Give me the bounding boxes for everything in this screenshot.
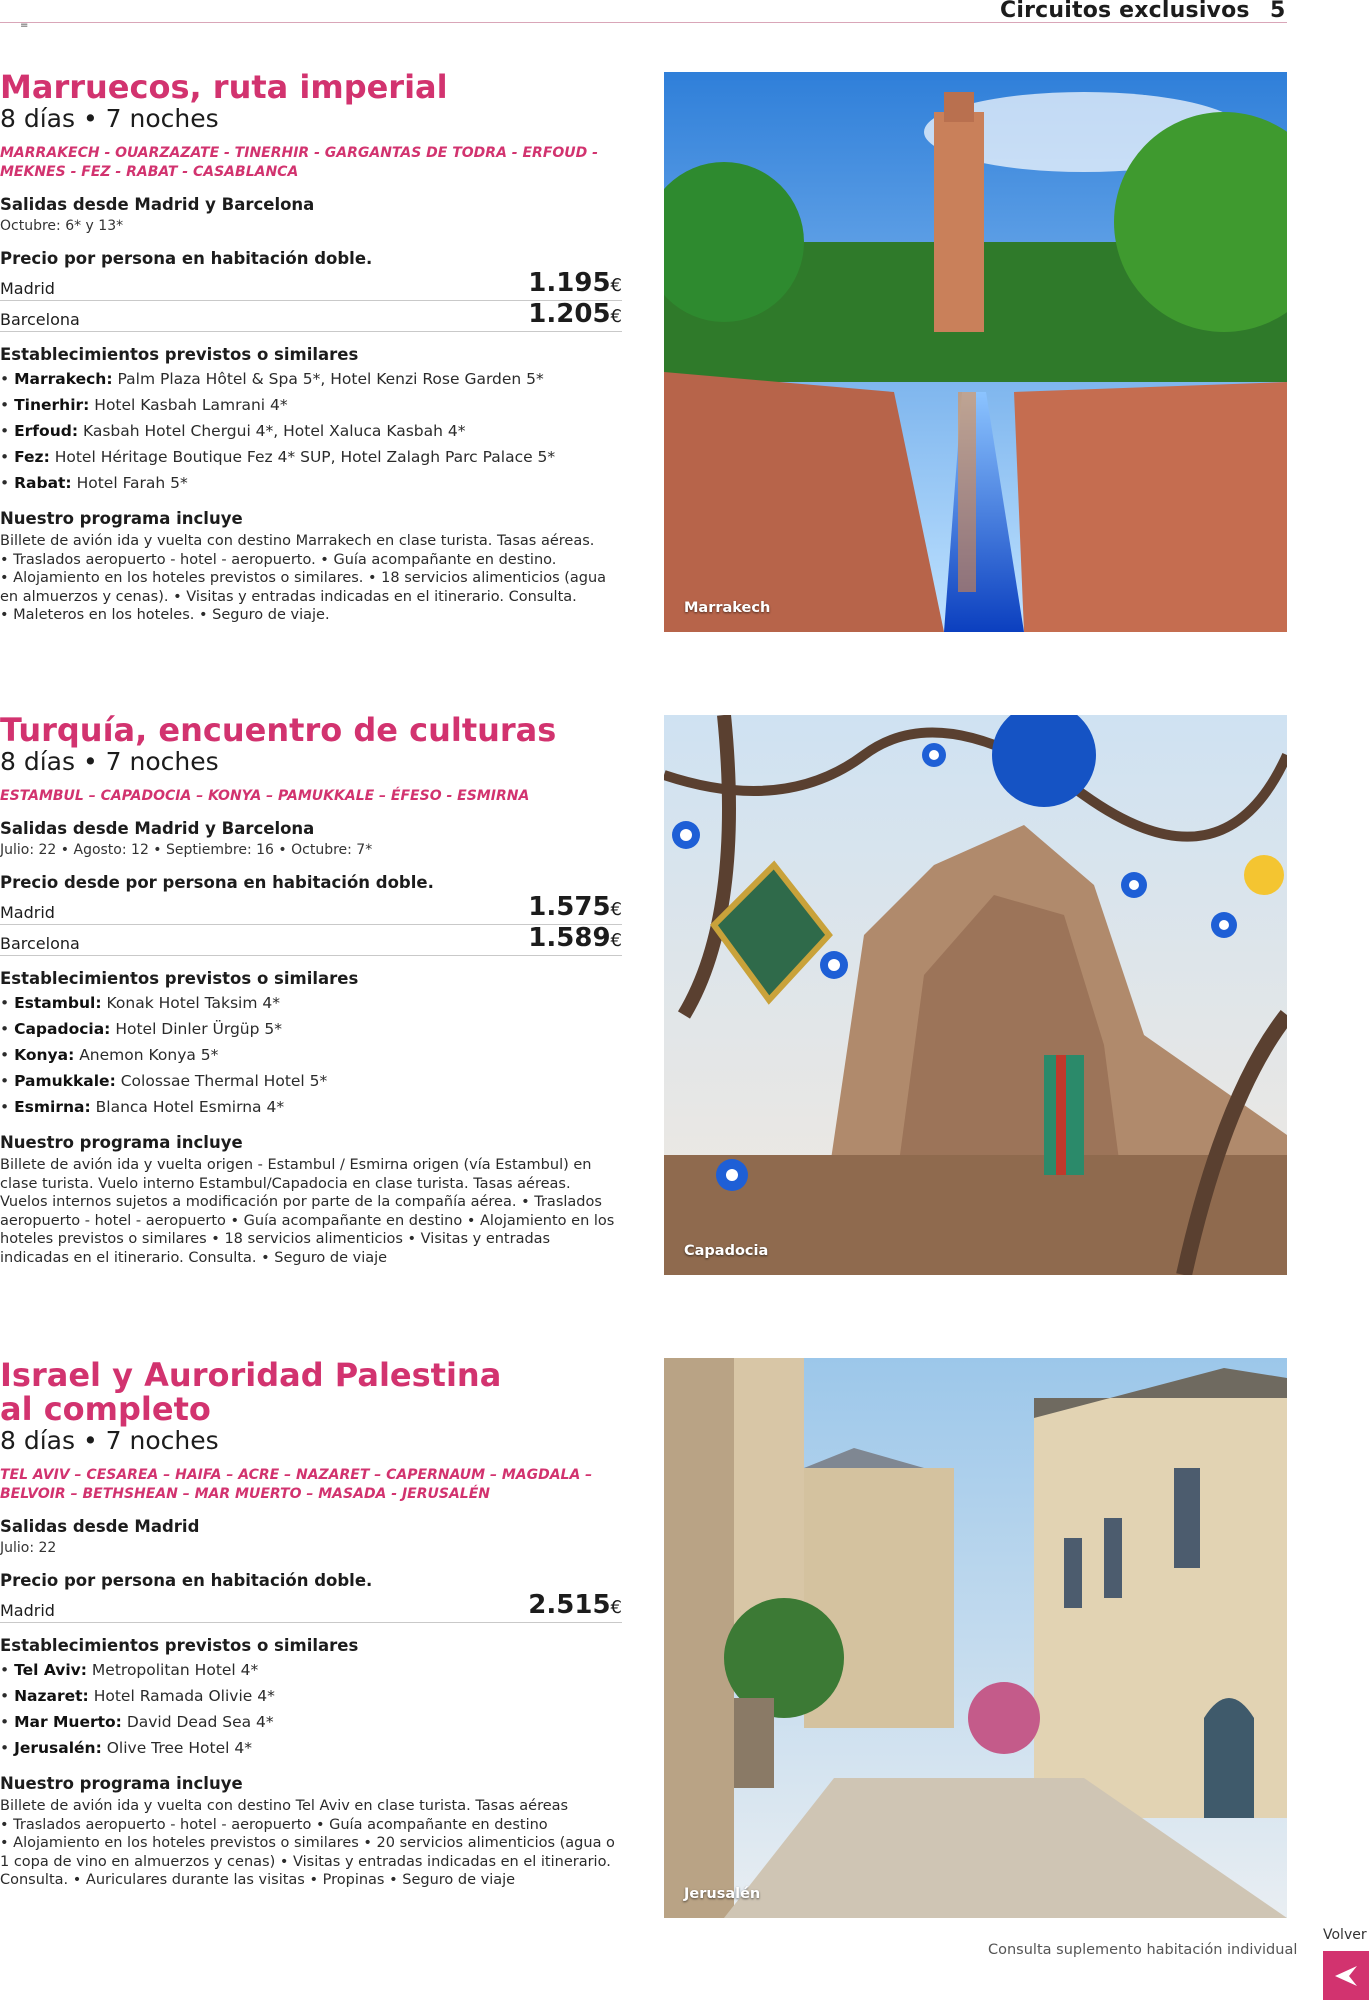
price-city: Madrid — [0, 279, 55, 298]
hotel-item: • Rabat: Hotel Farah 5* — [0, 474, 188, 492]
hotel-item: • Pamukkale: Colossae Thermal Hotel 5* — [0, 1072, 328, 1090]
photo-caption: Capadocia — [684, 1243, 769, 1259]
marrakech-photo-illustration — [664, 72, 1287, 632]
includes-text: Billete de avión ida y vuelta con destino Tel Aviv en clase turista. Tasas aéreas • Traslados aeropuerto - hotel - aeropuerto • Guía acompañante en destino • Alojamiento en los hoteles previstos o similares • 20 servicios alimenticios (agua o 1 copa de vino en almuerzos y cenas) • Visitas y entradas indicadas en el itinerario. Consulta. • Auriculares durante las visitas • Propinas • Seguro de viaje — [0, 1798, 615, 1888]
trip-duration: 8 días • 7 noches — [0, 104, 219, 133]
hotels-heading: Establecimientos previstos o similares — [0, 1636, 359, 1655]
price-amount: 1.589€ — [528, 923, 622, 953]
departures-dates: Julio: 22 • Agosto: 12 • Septiembre: 16 • Octubre: 7* — [0, 842, 373, 858]
price-heading: Precio desde por persona en habitación doble. — [0, 873, 434, 892]
includes-heading: Nuestro programa incluye — [0, 1133, 243, 1152]
trip-route: TEL AVIV – CESAREA – HAIFA – ACRE – NAZARET – CAPERNAUM – MAGDALA – BELVOIR – BETHSHEAN – MAR MUERTO – MASADA - JERUSALÉN — [0, 1467, 593, 1502]
hotels-heading: Establecimientos previstos o similares — [0, 345, 359, 364]
hotel-item: • Estambul: Konak Hotel Taksim 4* — [0, 994, 280, 1012]
hotel-item: • Konya: Anemon Konya 5* — [0, 1046, 219, 1064]
price-amount: 2.515€ — [528, 1590, 622, 1620]
hotel-item: • Marrakech: Palm Plaza Hôtel & Spa 5*, Hotel Kenzi Rose Garden 5* — [0, 370, 544, 388]
hotel-item: • Tel Aviv: Metropolitan Hotel 4* — [0, 1661, 259, 1679]
page-number: 5 — [1270, 0, 1286, 23]
back-arrow-icon — [1333, 1963, 1359, 1989]
departures-dates: Julio: 22 — [0, 1540, 57, 1556]
photo-caption: Jerusalén — [684, 1886, 761, 1902]
includes-heading: Nuestro programa incluye — [0, 509, 243, 528]
trip-duration: 8 días • 7 noches — [0, 1426, 219, 1455]
hotel-item: • Fez: Hotel Héritage Boutique Fez 4* SUP, Hotel Zalagh Parc Palace 5* — [0, 448, 556, 466]
price-row — [0, 925, 622, 956]
includes-text: Billete de avión ida y vuelta origen - Estambul / Esmirna origen (vía Estambul) en clase turista. Vuelo interno Estambul/Capadocia en clase turista. Tasas aéreas. Vuelos internos sujetos a modificación por parte de la compañía aérea. • Traslados aeropuerto - hotel - aeropuerto • Guía acompañante en destino • Alojamiento en los hoteles previstos o similares • 18 servicios alimenticios • Visitas y entradas indicadas en el itinerario. Consulta. • Seguro de viaje — [0, 1157, 615, 1266]
price-row — [0, 1592, 622, 1623]
price-city: Barcelona — [0, 310, 80, 329]
includes-heading: Nuestro programa incluye — [0, 1774, 243, 1793]
price-heading: Precio por persona en habitación doble. — [0, 1571, 373, 1590]
price-city: Madrid — [0, 903, 55, 922]
price-amount: 1.575€ — [528, 892, 622, 922]
hotel-item: • Capadocia: Hotel Dinler Ürgüp 5* — [0, 1020, 282, 1038]
jerusalen-photo-illustration — [664, 1358, 1287, 1918]
trip-title: Israel y Auroridad Palestina al completo — [0, 1356, 502, 1428]
price-amount: 1.195€ — [528, 268, 622, 298]
photo-caption: Marrakech — [684, 600, 771, 616]
price-heading: Precio por persona en habitación doble. — [0, 249, 373, 268]
capadocia-photo-illustration — [664, 715, 1287, 1275]
hotel-item: • Esmirna: Blanca Hotel Esmirna 4* — [0, 1098, 285, 1116]
hotels-heading: Establecimientos previstos o similares — [0, 969, 359, 988]
back-label[interactable]: Volver — [1323, 1927, 1367, 1943]
departures-heading: Salidas desde Madrid — [0, 1517, 200, 1536]
trip-duration: 8 días • 7 noches — [0, 747, 219, 776]
photo-capadocia — [664, 715, 1287, 1275]
includes-text: Billete de avión ida y vuelta con destino Marrakech en clase turista. Tasas aéreas. • Traslados aeropuerto - hotel - aeropuerto. • Guía acompañante en destino. • Alojamiento en los hoteles previstos o similares. • 18 servicios alimenticios (agua en almuerzos y cenas). • Visitas y entradas indicadas en el itinerario. Consulta. • Maleteros en los hoteles. • Seguro de viaje. — [0, 533, 607, 623]
page-header-title: Circuitos exclusivos — [1000, 0, 1250, 23]
hotel-item: • Nazaret: Hotel Ramada Olivie 4* — [0, 1687, 275, 1705]
trip-title: Turquía, encuentro de culturas — [0, 711, 557, 749]
menu-icon[interactable]: = — [20, 20, 29, 31]
departures-heading: Salidas desde Madrid y Barcelona — [0, 819, 315, 838]
hotel-item: • Mar Muerto: David Dead Sea 4* — [0, 1713, 274, 1731]
departures-heading: Salidas desde Madrid y Barcelona — [0, 195, 315, 214]
price-row — [0, 301, 622, 332]
price-row — [0, 270, 622, 301]
trip-route: MARRAKECH - OUARZAZATE - TINERHIR - GARGANTAS DE TODRA - ERFOUD - MEKNES - FEZ - RABAT - CASABLANCA — [0, 145, 598, 180]
photo-jerusalen — [664, 1358, 1287, 1918]
hotel-item: • Tinerhir: Hotel Kasbah Lamrani 4* — [0, 396, 288, 414]
back-button[interactable] — [1323, 1951, 1369, 2000]
photo-marrakech — [664, 72, 1287, 632]
price-city: Barcelona — [0, 934, 80, 953]
departures-dates: Octubre: 6* y 13* — [0, 218, 124, 234]
price-city: Madrid — [0, 1601, 55, 1620]
price-amount: 1.205€ — [528, 299, 622, 329]
footer-note: Consulta suplemento habitación individual — [988, 1942, 1298, 1958]
hotel-item: • Erfoud: Kasbah Hotel Chergui 4*, Hotel Xaluca Kasbah 4* — [0, 422, 466, 440]
price-row — [0, 894, 622, 925]
trip-title: Marruecos, ruta imperial — [0, 68, 448, 106]
hotel-item: • Jerusalén: Olive Tree Hotel 4* — [0, 1739, 252, 1757]
trip-route: ESTAMBUL – CAPADOCIA – KONYA – PAMUKKALE – ÉFESO - ESMIRNA — [0, 788, 530, 804]
